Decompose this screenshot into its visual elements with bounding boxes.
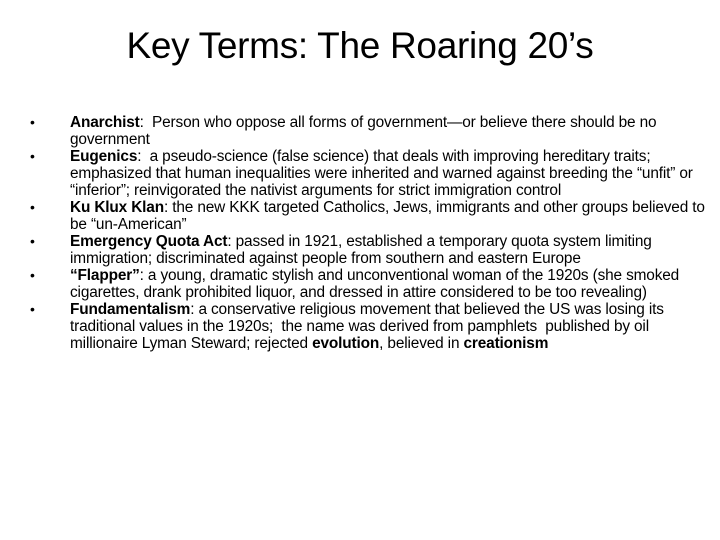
term-definition-middle: , believed in bbox=[379, 335, 464, 352]
term-definition: a pseudo-science (false science) that deals with improving hereditary traits; emphasized that human inequalities were inherited and warned against breeding the “unfit” or “inferior”; reinvigorated the nativist arguments for strict immigration control bbox=[70, 148, 693, 199]
key-terms-list bbox=[30, 114, 710, 352]
bullet-icon: • bbox=[30, 233, 35, 249]
term-name: Anarchist bbox=[70, 114, 140, 131]
term-emergency-quota-act bbox=[30, 233, 710, 267]
term-separator: : bbox=[227, 233, 236, 250]
term-separator: : bbox=[190, 301, 199, 318]
term-flapper bbox=[30, 267, 710, 301]
term-definition: a young, dramatic stylish and unconventional woman of the 1920s (she smoked cigarettes, drank prohibited liquor, and dressed in attire considered to be too revealing) bbox=[70, 267, 680, 301]
bullet-icon: • bbox=[30, 148, 35, 164]
term-separator: : bbox=[139, 267, 148, 284]
term-definition: Person who oppose all forms of government—or believe there should be no government bbox=[70, 114, 657, 148]
term-keyword-evolution: evolution bbox=[312, 335, 380, 352]
term-fundamentalism bbox=[30, 301, 710, 352]
term-name: Ku Klux Klan bbox=[70, 199, 164, 216]
term-separator: : bbox=[139, 114, 153, 131]
term-keyword-creationism: creationism bbox=[463, 335, 549, 352]
slide-title: Key Terms: The Roaring 20’s bbox=[126, 25, 594, 66]
term-name: Fundamentalism bbox=[70, 301, 191, 318]
term-separator: : bbox=[163, 199, 173, 216]
bullet-icon: • bbox=[30, 301, 35, 317]
term-separator: : bbox=[137, 148, 150, 165]
term-eugenics bbox=[30, 148, 710, 199]
term-name: “Flapper” bbox=[70, 267, 140, 284]
term-definition: passed in 1921, established a temporary quota system limiting immigration; discriminated against people from southern and eastern Europe bbox=[70, 233, 652, 267]
bullet-icon: • bbox=[30, 267, 35, 283]
term-name: Eugenics bbox=[70, 148, 138, 165]
term-ku-klux-klan bbox=[30, 199, 710, 233]
bullet-icon: • bbox=[30, 199, 35, 215]
bullet-icon: • bbox=[30, 114, 35, 130]
term-definition: a conservative religious movement that believed the US was losing its traditional values in the 1920s; the name was derived from pamphlets published by oil millionaire Lyman Steward; rejected bbox=[70, 301, 668, 352]
term-anarchist bbox=[30, 114, 710, 148]
term-definition: the new KKK targeted Catholics, Jews, immigrants and other groups believed to be “un-American” bbox=[70, 199, 705, 233]
term-name: Emergency Quota Act bbox=[70, 233, 228, 250]
